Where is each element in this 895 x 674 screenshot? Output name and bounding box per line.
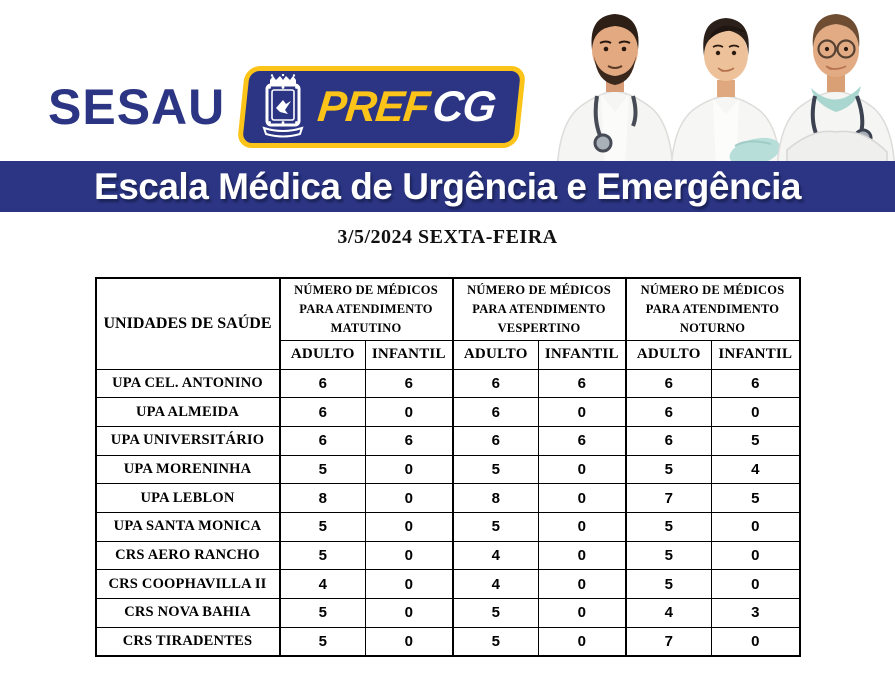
campo-grande-crest-icon: [258, 74, 308, 140]
schedule-table: [95, 277, 801, 657]
doctor-count-cell: 0: [539, 484, 626, 513]
group-header-line: NÚMERO DE MÉDICOS: [640, 283, 785, 298]
doctor-count-cell: 5: [280, 599, 366, 628]
doctor-count-cell: 0: [366, 512, 453, 541]
doctor-count-cell: 0: [712, 541, 800, 570]
doctor-count-cell: 4: [280, 570, 366, 599]
table-row: [96, 426, 800, 455]
doctor-count-cell: 8: [453, 484, 539, 513]
doctor-count-cell: 6: [626, 426, 712, 455]
schedule-date: 3/5/2024 SEXTA-FEIRA: [337, 226, 558, 248]
title-banner: [0, 161, 895, 212]
doctor-count-cell: 0: [539, 599, 626, 628]
unit-name-cell: UPA UNIVERSITÁRIO: [96, 426, 280, 455]
doctor-count-cell: 3: [712, 599, 800, 628]
doctor-count-cell: 5: [712, 484, 800, 513]
doctor-count-cell: 0: [366, 570, 453, 599]
table-row: [96, 599, 800, 628]
table-body: [96, 369, 800, 656]
group-header-matutino: [280, 278, 453, 340]
subheader-infantil: INFANTIL: [712, 340, 800, 369]
unit-name-cell: CRS TIRADENTES: [96, 627, 280, 656]
doctor-count-cell: 6: [366, 369, 453, 398]
unit-name-cell: CRS NOVA BAHIA: [96, 599, 280, 628]
group-header-noturno: [626, 278, 800, 340]
doctor-count-cell: 0: [539, 398, 626, 427]
doctor-count-cell: 0: [366, 484, 453, 513]
subheader-adulto: ADULTO: [453, 340, 539, 369]
doctor-count-cell: 6: [539, 369, 626, 398]
logo-row: [48, 64, 522, 150]
schedule-table-wrap: [95, 277, 801, 657]
doctor-count-cell: 5: [453, 599, 539, 628]
doctor-count-cell: 6: [280, 369, 366, 398]
doctor-count-cell: 7: [626, 627, 712, 656]
subheader-infantil: INFANTIL: [366, 340, 453, 369]
table-row: [96, 541, 800, 570]
group-header-line: MATUTINO: [330, 320, 402, 335]
sesau-logo: SESAU: [48, 79, 226, 135]
doctor-count-cell: 6: [626, 369, 712, 398]
doctor-count-cell: 5: [280, 455, 366, 484]
doctor-count-cell: 0: [366, 398, 453, 427]
unit-name-cell: UPA SANTA MONICA: [96, 512, 280, 541]
doctor-count-cell: 0: [539, 570, 626, 599]
unit-name-cell: CRS COOPHAVILLA II: [96, 570, 280, 599]
group-header-line: VESPERTINO: [497, 320, 581, 335]
group-header-line: PARA ATENDIMENTO: [299, 301, 433, 316]
doctor-count-cell: 4: [626, 599, 712, 628]
unit-name-cell: CRS AERO RANCHO: [96, 541, 280, 570]
doctor-count-cell: 4: [453, 570, 539, 599]
group-header-line: NÚMERO DE MÉDICOS: [467, 283, 611, 298]
page-title: Escala Médica de Urgência e Emergência: [94, 165, 801, 207]
doctor-count-cell: 0: [712, 570, 800, 599]
doctor-count-cell: 5: [453, 627, 539, 656]
doctor-count-cell: 0: [539, 455, 626, 484]
group-header-vespertino: [453, 278, 626, 340]
table-row: [96, 369, 800, 398]
doctor-count-cell: 5: [626, 512, 712, 541]
group-header-line: PARA ATENDIMENTO: [645, 301, 780, 316]
doctor-count-cell: 6: [539, 426, 626, 455]
doctor-count-cell: 5: [280, 512, 366, 541]
doctor-count-cell: 0: [539, 512, 626, 541]
doctor-count-cell: 5: [626, 455, 712, 484]
doctor-count-cell: 6: [453, 398, 539, 427]
doctor-count-cell: 6: [280, 398, 366, 427]
subheader-adulto: ADULTO: [626, 340, 712, 369]
table-row: [96, 398, 800, 427]
doctor-count-cell: 5: [453, 512, 539, 541]
doctor-count-cell: 4: [712, 455, 800, 484]
doctor-count-cell: 5: [626, 541, 712, 570]
unit-name-cell: UPA CEL. ANTONINO: [96, 369, 280, 398]
doctor-count-cell: 5: [626, 570, 712, 599]
table-row: [96, 455, 800, 484]
doctor-count-cell: 0: [539, 541, 626, 570]
doctor-count-cell: 6: [626, 398, 712, 427]
doctor-count-cell: 7: [626, 484, 712, 513]
table-row: [96, 570, 800, 599]
doctor-count-cell: 0: [539, 627, 626, 656]
doctor-count-cell: 0: [366, 627, 453, 656]
unit-name-cell: UPA LEBLON: [96, 484, 280, 513]
pref-logo-text: PREF: [315, 82, 432, 131]
group-header-line: NOTURNO: [679, 320, 746, 335]
doctor-count-cell: 0: [366, 599, 453, 628]
doctor-count-cell: 0: [712, 512, 800, 541]
doctor-count-cell: 0: [712, 627, 800, 656]
group-header-line: NÚMERO DE MÉDICOS: [294, 283, 438, 298]
group-header-line: PARA ATENDIMENTO: [472, 301, 606, 316]
unit-name-cell: UPA ALMEIDA: [96, 398, 280, 427]
doctor-count-cell: 6: [453, 369, 539, 398]
table-row: [96, 512, 800, 541]
doctor-count-cell: 5: [453, 455, 539, 484]
unit-name-cell: UPA MORENINHA: [96, 455, 280, 484]
doctor-count-cell: 5: [712, 426, 800, 455]
prefcg-badge: [237, 66, 527, 148]
subheader-infantil: INFANTIL: [539, 340, 626, 369]
doctor-count-cell: 6: [366, 426, 453, 455]
three-doctors-photo: [543, 0, 895, 161]
doctor-count-cell: 5: [280, 541, 366, 570]
doctor-count-cell: 6: [453, 426, 539, 455]
doctor-count-cell: 6: [712, 369, 800, 398]
doctor-count-cell: 0: [366, 541, 453, 570]
table-row: [96, 627, 800, 656]
subheader-adulto: ADULTO: [280, 340, 366, 369]
units-column-header: UNIDADES DE SAÚDE: [96, 278, 280, 369]
doctor-count-cell: 8: [280, 484, 366, 513]
doctor-count-cell: 6: [280, 426, 366, 455]
doctor-count-cell: 4: [453, 541, 539, 570]
doctors-illustration-icon: [543, 0, 895, 161]
table-row: [96, 484, 800, 513]
doctor-count-cell: 0: [712, 398, 800, 427]
doctor-count-cell: 5: [280, 627, 366, 656]
cg-logo-text: CG: [430, 82, 499, 131]
doctor-count-cell: 0: [366, 455, 453, 484]
